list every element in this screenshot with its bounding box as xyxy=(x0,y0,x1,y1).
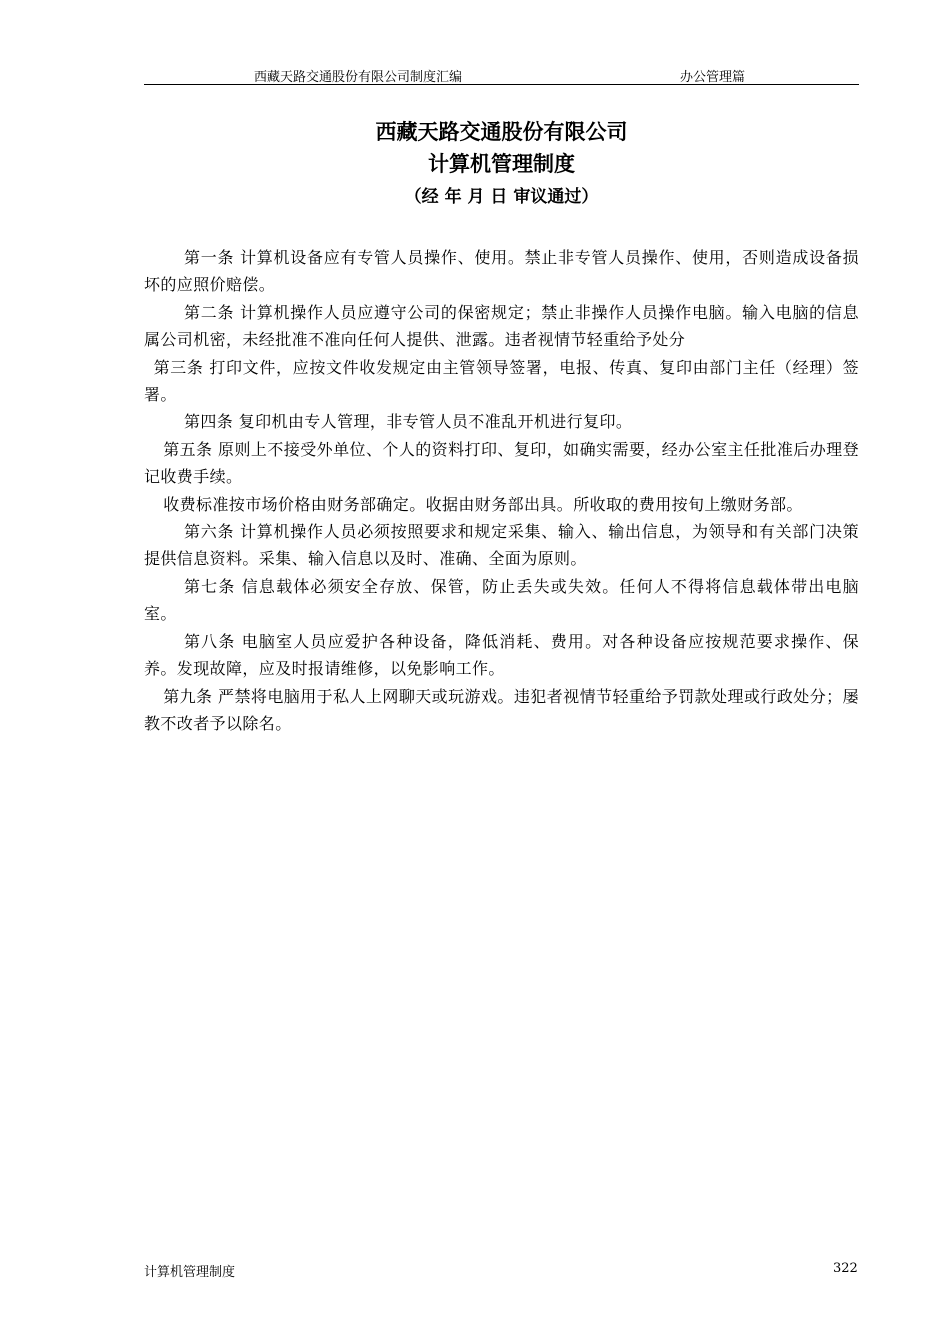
approval-note: （经 年 月 日 审议通过） xyxy=(404,187,599,207)
header-compilation-title: 西藏天路交通股份有限公司制度汇编 xyxy=(254,70,463,85)
article-8: 第八条 电脑室人员应爱护各种设备，降低消耗、费用。对各种设备应按规范要求操作、保养。发现故障，应及时报请维修，以免影响工作。 xyxy=(144,631,859,679)
article-7: 第七条 信息载体必须安全存放、保管，防止丢失或失效。任何人不得将信息载体带出电脑室。 xyxy=(144,576,859,624)
company-title: 西藏天路交通股份有限公司 xyxy=(375,119,628,144)
document-title: 计算机管理制度 xyxy=(428,151,575,176)
page-header xyxy=(144,64,859,85)
article-5: 第五条 原则上不接受外单位、个人的资料打印、复印，如确实需要，经办公室主任批准后办理登记收费手续。 xyxy=(144,439,859,487)
page-number: 322 xyxy=(833,1261,858,1276)
article-9: 第九条 严禁将电脑用于私人上网聊天或玩游戏。违犯者视情节轻重给予罚款处理或行政处分；屡教不改者予以除名。 xyxy=(144,686,859,733)
article-6: 第六条 计算机操作人员必须按照要求和规定采集、输入、输出信息，为领导和有关部门决策提供信息资料。采集、输入信息以及时、准确、全面为原则。 xyxy=(144,522,859,569)
article-3: 第三条 打印文件，应按文件收发规定由主管领导签署，电报、传真、复印由部门主任（经理）签署。 xyxy=(144,357,859,405)
header-section-title: 办公管理篇 xyxy=(680,70,746,85)
footer-document-name: 计算机管理制度 xyxy=(144,1265,236,1280)
article-4: 第四条 复印机由专人管理，非专管人员不准乱开机进行复印。 xyxy=(184,412,633,432)
article-1: 第一条 计算机设备应有专管人员操作、使用。禁止非专管人员操作、使用，否则造成设备损坏的应照价赔偿。 xyxy=(144,248,859,295)
fee-standard-note: 收费标准按市场价格由财务部确定。收据由财务部出具。所收取的费用按旬上缴财务部。 xyxy=(163,494,803,514)
article-2: 第二条 计算机操作人员应遵守公司的保密规定；禁止非操作人员操作电脑。输入电脑的信息属公司机密，未经批准不准向任何人提供、泄露。违者视情节轻重给予处分 xyxy=(144,302,859,350)
regulation-body xyxy=(144,244,859,737)
